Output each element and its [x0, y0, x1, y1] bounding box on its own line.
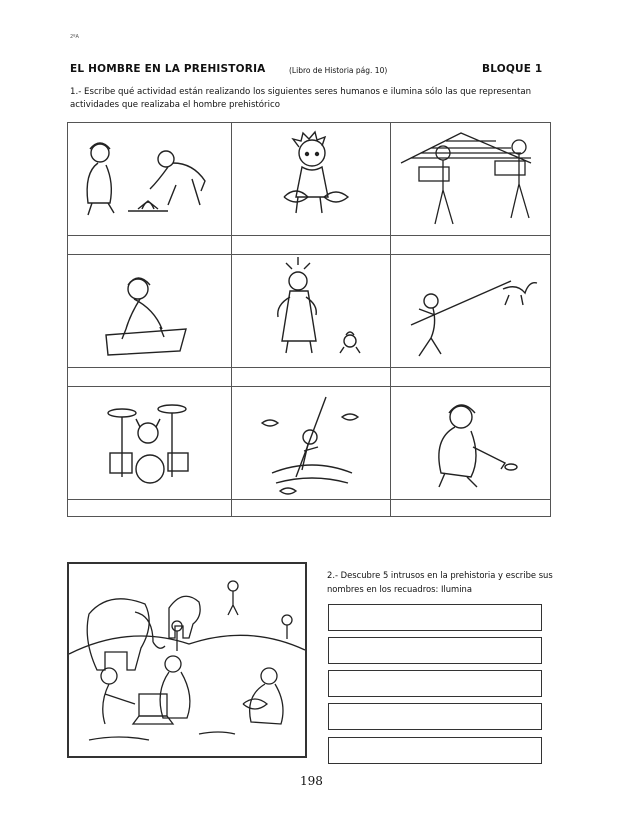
caveman-kneading-picture: [68, 255, 232, 368]
intruder-answer-box-5[interactable]: [328, 737, 542, 764]
intruder-answer-box-1[interactable]: [328, 604, 542, 631]
intruder-answer-box-4[interactable]: [328, 703, 542, 730]
answer-cell[interactable]: [231, 500, 391, 517]
activity2-instruction: 2.- Descubre 5 intrusos en la prehistoria y escribe sus nombres en los recuadros: Ilumina: [327, 570, 553, 594]
activity1-instruction: 1.- Escribe qué actividad están realizando los siguientes seres humanos e ilumina sólo las que representan actividades que realizaba el hombre prehistórico: [70, 87, 532, 110]
workers-carrying-stones-pyramid-picture: [391, 123, 551, 236]
intruders-scene-picture: [67, 562, 307, 758]
cave-child-gathering-picture: [231, 123, 391, 236]
monster-playing-drums-picture: [68, 387, 232, 500]
page-number: 198: [300, 774, 323, 788]
intruder-answer-box-2[interactable]: [328, 637, 542, 664]
caveman-crouching-picture: [391, 387, 551, 500]
intruder-answer-box-3[interactable]: [328, 670, 542, 697]
block-label: BLOQUE 1: [482, 63, 543, 75]
answer-cell[interactable]: [231, 368, 391, 387]
answer-cell[interactable]: [391, 500, 551, 517]
man-fishing-with-spear-picture: [231, 387, 391, 500]
answer-cell[interactable]: [68, 368, 232, 387]
answer-cell[interactable]: [68, 236, 232, 255]
activity1-grid: [67, 122, 551, 517]
man-eating-in-toga-picture: [231, 255, 391, 368]
tiny-note: 2ºA: [70, 34, 79, 40]
answer-cell[interactable]: [231, 236, 391, 255]
cavemen-making-fire-picture: [68, 123, 232, 236]
page-title: EL HOMBRE EN LA PREHISTORIA: [70, 63, 266, 75]
answer-cell[interactable]: [391, 236, 551, 255]
hunter-throwing-spear-picture: [391, 255, 551, 368]
answer-cell[interactable]: [68, 500, 232, 517]
answer-cell[interactable]: [391, 368, 551, 387]
book-reference: (Libro de Historia pág. 10): [289, 66, 388, 75]
